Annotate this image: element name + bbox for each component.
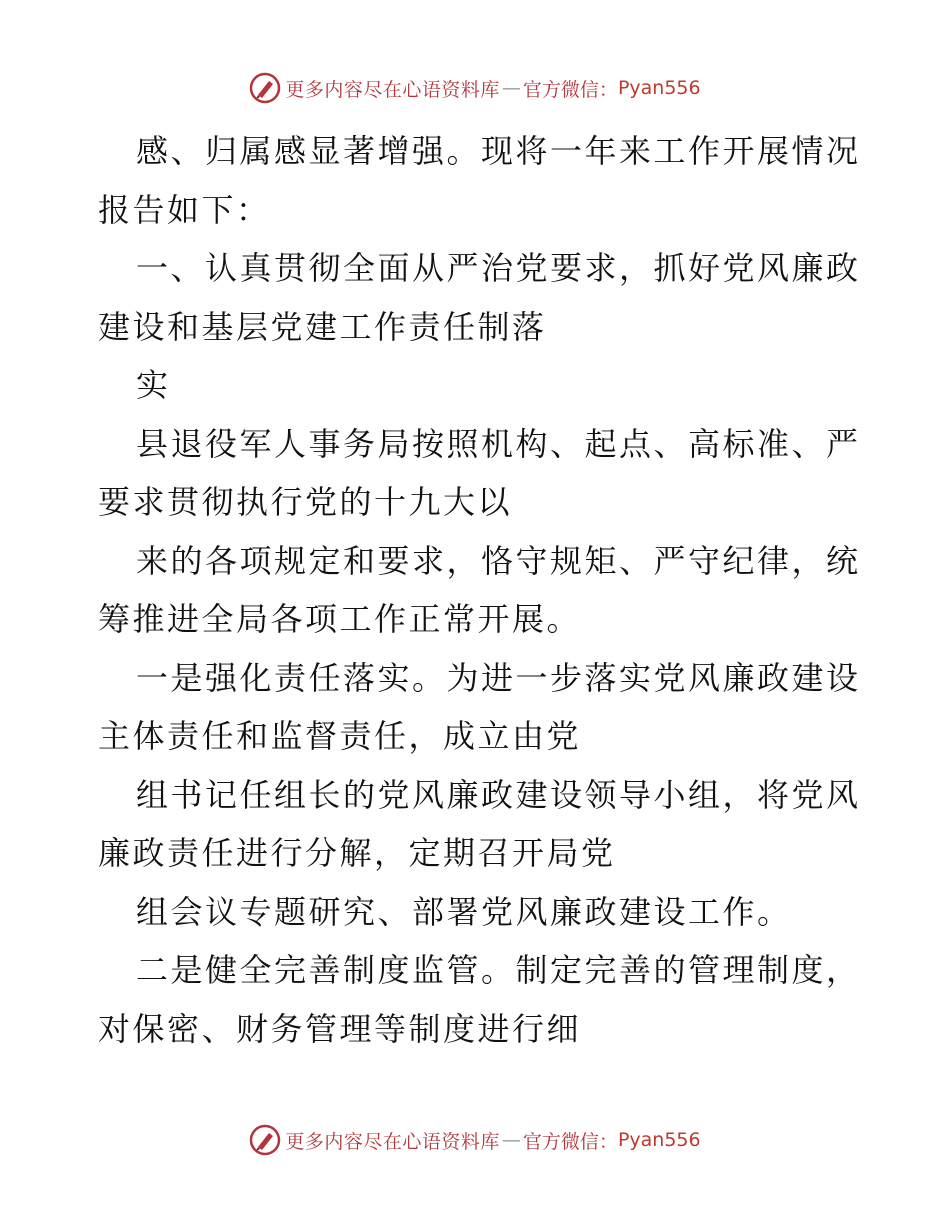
watermark-separator: — [501,77,521,99]
text-line: 筹推进全局各项工作正常开展。 [98,600,582,638]
text-line: 感、归属感显著增强。现将一年来工作开展情况 [136,132,861,170]
text-line: 廉政责任进行分解，定期召开局党 [98,834,616,872]
text-line: 组会议专题研究、部署党风廉政建设工作。 [136,892,792,931]
text-line: 主体责任和监督责任，成立由党 [98,717,582,755]
text-line: 实 [136,366,171,404]
header-watermark [0,72,950,104]
watermark-id: Pyan556 [617,1129,701,1151]
text-line: 建设和基层党建工作责任制落 [98,307,547,346]
pen-logo-icon [249,1124,281,1156]
watermark-text: 更多内容尽在心语资料库 [285,1130,500,1153]
footer-watermark [0,1124,950,1156]
text-line: 来的各项规定和要求，恪守规矩、严守纪律，统 [136,541,861,580]
watermark-contact: 官方微信： [522,78,618,101]
text-line: 一、认真贯彻全面从严治党要求，抓好党风廉政 [136,249,861,287]
pen-logo-icon [249,72,281,104]
text-line: 组书记任组长的党风廉政建设领导小组，将党风 [136,775,861,814]
text-line: 一是强化责任落实。为进一步落实党风廉政建设 [136,658,861,697]
watermark-text: 更多内容尽在心语资料库 [285,78,500,101]
text-line: 要求贯彻执行党的十九大以 [98,483,513,521]
watermark-id: Pyan556 [617,77,701,99]
text-line: 二是健全完善制度监管。制定完善的管理制度， [136,951,861,989]
text-line: 对保密、财务管理等制度进行细 [98,1009,582,1048]
document-body [98,122,861,1058]
watermark-contact: 官方微信： [522,1130,618,1153]
watermark-separator: — [501,1129,521,1151]
text-line: 报告如下： [98,190,271,229]
text-line: 县退役军人事务局按照机构、起点、高标准、严 [136,424,861,463]
